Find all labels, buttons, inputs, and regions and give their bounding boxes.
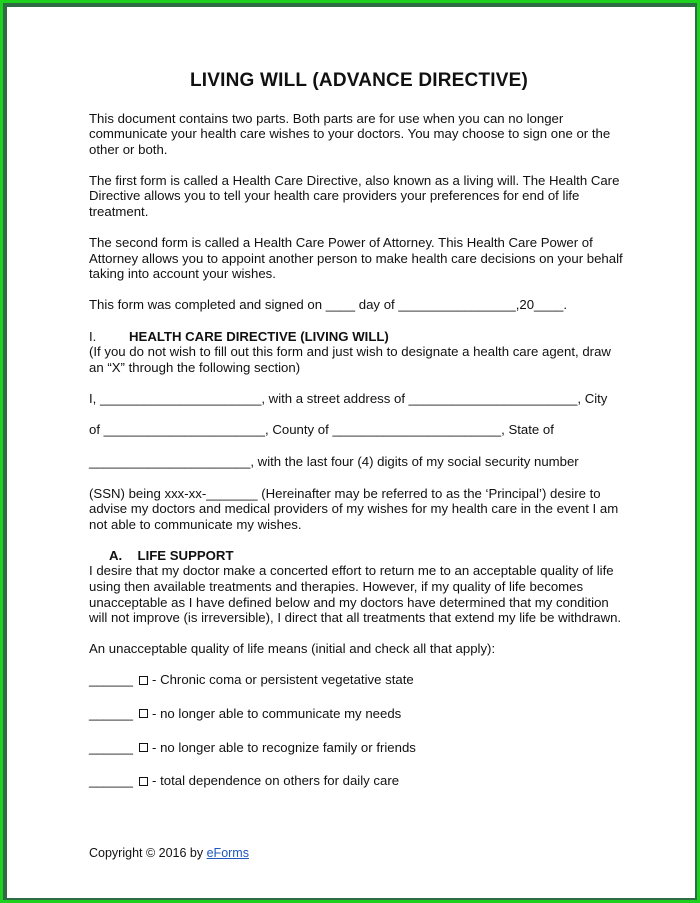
section-1-title: HEALTH CARE DIRECTIVE (LIVING WILL)	[129, 328, 389, 344]
initial-blank: ______	[89, 739, 134, 755]
check-item-recognize	[89, 740, 629, 756]
life-support-paragraph: I desire that my doctor make a concerted effort to return me to an acceptable quality of life using then available treatments and therapies. However, if my quality of life becomes unacceptable as I have defined below and my doctors have determined that my condition will not improve (is irreversible), I direct that all treatments that extend my life be withdrawn.	[89, 563, 622, 626]
subsection-a-heading	[109, 548, 629, 564]
subsection-a-label: A.	[109, 547, 123, 563]
check-item-coma	[89, 672, 629, 688]
name-address-line: I, ______________________, with a street address of _______________________, City	[89, 390, 608, 406]
section-1-heading	[89, 329, 629, 345]
checkbox-icon[interactable]	[139, 676, 148, 685]
check-item-text: - no longer able to recognize family or friends	[152, 739, 416, 755]
check-item-text: - Chronic coma or persistent vegetative state	[152, 672, 414, 688]
check-item-text: - total dependence on others for daily care	[152, 773, 400, 789]
initial-blank: ______	[89, 706, 134, 722]
eforms-link[interactable]: eForms	[206, 846, 249, 860]
document-title: LIVING WILL (ADVANCE DIRECTIVE)	[190, 70, 528, 91]
city-county-line: of ______________________, County of _______________________, State of	[89, 422, 554, 438]
intro-paragraph-3: The second form is called a Health Care Power of Attorney. This Health Care Power of Attorney allows you to appoint another person to make health care decisions on your behalf taking into account your wishes.	[89, 235, 623, 282]
document-page	[7, 7, 695, 898]
checkbox-icon[interactable]	[139, 709, 148, 718]
checkbox-icon[interactable]	[139, 743, 148, 752]
check-item-communicate	[89, 706, 629, 722]
section-1-note: (If you do not wish to fill out this form and just wish to designate a health care agent, draw an “X” through the following section)	[89, 344, 611, 375]
intro-paragraph-2: The first form is called a Health Care Directive, also known as a living will. The Health Care Directive allows you to tell your health care providers your preferences for end of life treatment.	[89, 172, 620, 220]
intro-paragraph-1: This document contains two parts. Both parts are for use when you can no longer communicate your health care wishes to your doctors. You may choose to sign one or the other or both.	[89, 110, 611, 157]
document-content	[89, 70, 629, 807]
copyright-text: Copyright © 2016 by	[89, 846, 207, 860]
ssn-paragraph: (SSN) being xxx-xx-_______ (Hereinafter may be referred to as the ‘Principal’) desire to advise my doctors and medical providers of my wishes for my health care in the event I am not able to communicate my wishes.	[89, 485, 619, 532]
completed-signed-line: This form was completed and signed on ____ day of ________________,20____.	[89, 297, 568, 313]
state-ssn-line: ______________________, with the last four (4) digits of my social security number	[89, 454, 579, 469]
section-1-number: I.	[89, 328, 97, 344]
check-item-text: - no longer able to communicate my needs	[152, 706, 402, 722]
copyright-footer	[89, 846, 249, 860]
initial-blank: ______	[89, 773, 134, 789]
check-item-dependence	[89, 773, 629, 789]
checkbox-icon[interactable]	[139, 777, 148, 786]
unacceptable-intro: An unacceptable quality of life means (initial and check all that apply):	[89, 641, 496, 657]
initial-blank: ______	[89, 672, 134, 688]
subsection-a-title: LIFE SUPPORT	[137, 547, 234, 563]
